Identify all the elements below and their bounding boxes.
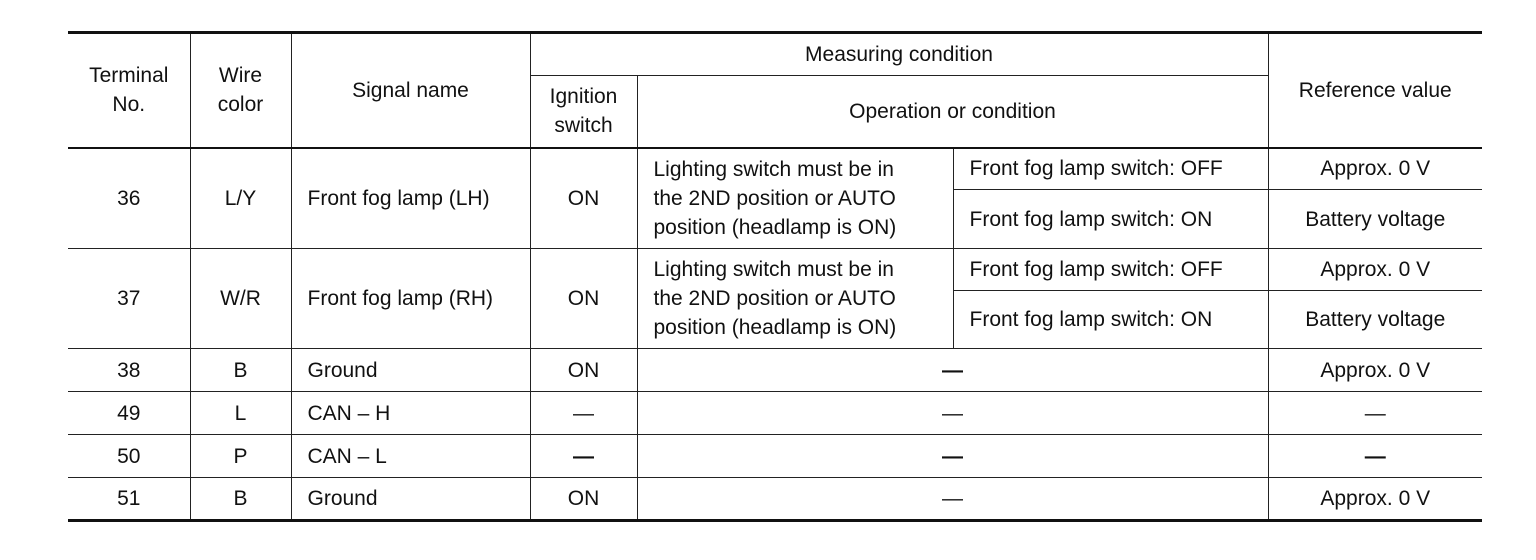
header-ignition-switch: Ignition switch [530,76,637,148]
table-row [68,249,1482,291]
ignition-switch-state: — [530,392,637,435]
reference-value: — [1268,392,1482,435]
reference-value: Approx. 0 V [1268,478,1482,521]
header-signal-name: Signal name [291,33,530,148]
operation: Front fog lamp switch: ON [953,291,1268,349]
header-measuring-condition: Measuring condition [530,33,1268,76]
table-row [68,349,1482,392]
terminal-number: 36 [68,148,190,249]
operating-condition: — [637,349,1268,392]
reference-value: Approx. 0 V [1268,148,1482,190]
reference-value: Approx. 0 V [1268,249,1482,291]
header-wire-color: Wire color [190,33,291,148]
header-reference-value: Reference value [1268,33,1482,148]
signal-name: Front fog lamp (RH) [291,249,530,349]
signal-name: Front fog lamp (LH) [291,148,530,249]
operating-condition: — [637,435,1268,478]
reference-value: Battery voltage [1268,190,1482,249]
wire-color: B [190,349,291,392]
wire-color: L/Y [190,148,291,249]
wire-color: W/R [190,249,291,349]
operation: Front fog lamp switch: OFF [953,148,1268,190]
ignition-switch-state: ON [530,148,637,249]
operating-condition: — [637,478,1268,521]
table-row [68,435,1482,478]
operation: Front fog lamp switch: OFF [953,249,1268,291]
header-operation-or-condition: Operation or condition [637,76,1268,148]
operation: Front fog lamp switch: ON [953,190,1268,249]
terminal-number: 49 [68,392,190,435]
wire-color: P [190,435,291,478]
terminal-spec-table [68,31,1482,522]
operating-condition: Lighting switch must be in the 2ND position or AUTO position (headlamp is ON) [637,148,953,249]
ignition-switch-state: — [530,435,637,478]
signal-name: CAN – H [291,392,530,435]
table-row [68,478,1482,521]
table-row [68,148,1482,190]
terminal-number: 51 [68,478,190,521]
table-row [68,392,1482,435]
wire-color: L [190,392,291,435]
signal-name: CAN – L [291,435,530,478]
operating-condition: Lighting switch must be in the 2ND position or AUTO position (headlamp is ON) [637,249,953,349]
terminal-number: 37 [68,249,190,349]
header-terminal-no: Terminal No. [68,33,190,148]
wire-color: B [190,478,291,521]
ignition-switch-state: ON [530,249,637,349]
terminal-number: 50 [68,435,190,478]
signal-name: Ground [291,349,530,392]
signal-name: Ground [291,478,530,521]
reference-value: Approx. 0 V [1268,349,1482,392]
operating-condition: — [637,392,1268,435]
reference-value: Battery voltage [1268,291,1482,349]
ignition-switch-state: ON [530,349,637,392]
reference-value: — [1268,435,1482,478]
ignition-switch-state: ON [530,478,637,521]
terminal-number: 38 [68,349,190,392]
